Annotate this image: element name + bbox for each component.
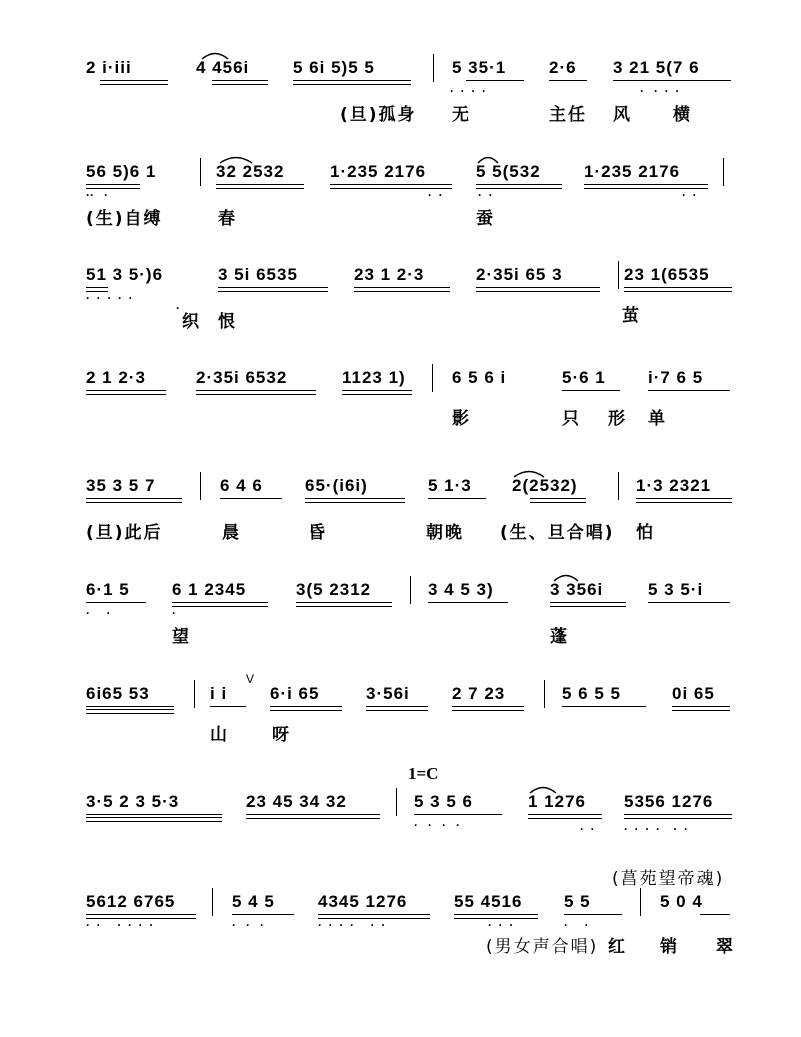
- note-group: 6 1 2345: [172, 580, 247, 599]
- note-group: 1·235 2176: [330, 162, 427, 181]
- bar-line: [432, 364, 433, 392]
- note-group: 2 1 2·3: [86, 368, 146, 387]
- note-group: 23 1(6535: [624, 265, 710, 284]
- lyric: 风: [613, 105, 632, 125]
- note-group: 3(5 2312: [296, 580, 372, 599]
- lyric: (生)自缚: [86, 209, 163, 229]
- bar-line: [433, 54, 434, 82]
- note-group: 3 4 5 3): [428, 580, 494, 599]
- note-group: 3·56i: [366, 684, 410, 703]
- note-group: 6 5 6 i: [452, 368, 507, 387]
- lyric: 恨: [218, 312, 237, 332]
- note-group: 2(2532): [512, 476, 578, 495]
- bar-line: [544, 680, 545, 708]
- lyric: 横: [673, 105, 692, 125]
- lyric: 影: [452, 409, 471, 429]
- breath-mark: V: [246, 672, 255, 686]
- note-group: 2 i·iii: [86, 58, 132, 77]
- note-group: 5 3 5 6: [414, 792, 473, 811]
- note-group: 1123 1): [342, 368, 406, 387]
- note-group: 0i 65: [672, 684, 715, 703]
- note-group: 5 3 5·i: [648, 580, 704, 599]
- note-group: 55 4516: [454, 892, 523, 911]
- lyric: 茧: [622, 306, 641, 326]
- lyric: 晨: [222, 523, 241, 543]
- note-group: 32 2532: [216, 162, 285, 181]
- note-group: 5 0 4: [660, 892, 703, 911]
- bar-line: [618, 261, 619, 289]
- note-group: 5·6 1: [562, 368, 606, 387]
- lyric: 蓬: [550, 627, 569, 647]
- note-group: 3·5 2 3 5·3: [86, 792, 180, 811]
- note-group: 5 4 5: [232, 892, 275, 911]
- lyric: 山: [210, 725, 229, 745]
- note-group: 5612 6765: [86, 892, 176, 911]
- note-group: 5 5(532: [476, 162, 541, 181]
- note-group: i·7 6 5: [648, 368, 704, 387]
- bar-line: [723, 158, 724, 186]
- bar-line: [212, 888, 213, 916]
- note-group: i i: [210, 684, 228, 703]
- note-group: 6i65 53: [86, 684, 150, 703]
- bar-line: [396, 788, 397, 816]
- note-group: 3 5i 6535: [218, 265, 298, 284]
- lyric: 织: [182, 312, 201, 332]
- lyric: (旦)此后: [86, 523, 163, 543]
- lyric: 朝晚: [426, 523, 464, 543]
- lyric: 呀: [272, 725, 291, 745]
- lyric: 单: [648, 409, 667, 429]
- bar-line: [200, 472, 201, 500]
- note-group: 2·35i 65 3: [476, 265, 563, 284]
- note-group: 23 1 2·3: [354, 265, 425, 284]
- bar-line: [618, 472, 619, 500]
- lyric: 蚕: [476, 209, 495, 229]
- lyric: 红: [608, 937, 627, 957]
- note-group: 2·6: [549, 58, 577, 77]
- note-group: 5356 1276: [624, 792, 714, 811]
- lyric: 怕: [636, 523, 655, 543]
- note-group: 5 6i 5)5 5: [293, 58, 375, 77]
- bar-line: [194, 680, 195, 708]
- lyric: 翠: [716, 937, 735, 957]
- lyric: (生、旦合唱): [500, 523, 615, 543]
- note-group: 2·35i 6532: [196, 368, 288, 387]
- note-group: 6·i 65: [270, 684, 320, 703]
- lyric: 昏: [308, 523, 327, 543]
- lyric: 只: [562, 409, 581, 429]
- lyric: 无: [452, 105, 471, 125]
- note-group: 5 35·1: [452, 58, 507, 77]
- note-group: 5 5: [564, 892, 591, 911]
- note-group: 1·3 2321: [636, 476, 712, 495]
- lyric: (旦)孤身: [340, 105, 417, 125]
- note-group: 3 21 5(7 6: [613, 58, 700, 77]
- note-group: 65·(i6i): [305, 476, 368, 495]
- note-group: 6·1 5: [86, 580, 130, 599]
- bar-line: [640, 888, 641, 916]
- note-group: 51 3 5·)6: [86, 265, 164, 284]
- note-group: 1 1276: [528, 792, 586, 811]
- lyric: 形: [608, 409, 627, 429]
- note-group: 56 5)6 1: [86, 162, 157, 181]
- note-group: 6 4 6: [220, 476, 263, 495]
- lyric: 望: [172, 627, 191, 647]
- lyric: 销: [660, 937, 679, 957]
- note-group: 1·235 2176: [584, 162, 681, 181]
- note-group: 35 3 5 7: [86, 476, 156, 495]
- lyric: 春: [218, 209, 237, 229]
- note-group: 2 7 23: [452, 684, 506, 703]
- note-group: 5 6 5 5: [562, 684, 621, 703]
- bar-line: [200, 158, 201, 186]
- note-group: 3 356i: [550, 580, 604, 599]
- lyric: (菖苑望帝魂): [612, 869, 725, 889]
- note-group: 4 456i: [196, 58, 250, 77]
- note-group: 5 1·3: [428, 476, 472, 495]
- key-signature: 1=C: [408, 764, 439, 783]
- lyric: 主任: [549, 105, 587, 125]
- note-group: 23 45 34 32: [246, 792, 347, 811]
- note-group: 4345 1276: [318, 892, 408, 911]
- lyric: (男女声合唱): [486, 937, 599, 957]
- bar-line: [410, 576, 411, 604]
